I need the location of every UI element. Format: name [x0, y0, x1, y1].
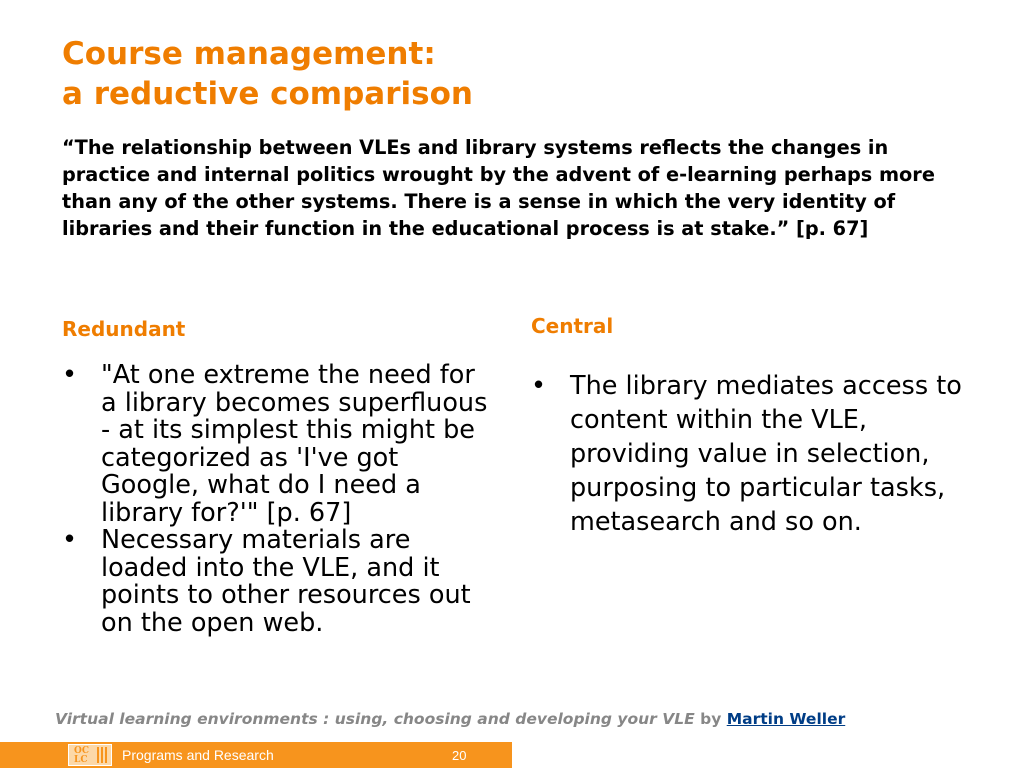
page-number: 20 [452, 748, 467, 763]
list-item [531, 369, 971, 539]
list-item [62, 527, 492, 637]
list-item [62, 362, 492, 527]
footer-label: Programs and Research [122, 747, 274, 763]
slide-title [62, 34, 473, 114]
list-item-text: The library mediates access to content within the VLE, providing value in selection, purposing to particular tasks, metasearch and so on. [570, 371, 962, 537]
oclc-logo-icon: OC LC [68, 744, 112, 766]
book-title: Virtual learning environments : using, choosing and developing your VLE [55, 710, 695, 728]
citation [55, 709, 845, 729]
redundant-list [62, 362, 492, 637]
list-item-text: Necessary materials are loaded into the VLE, and it points to other resources out on the open web. [101, 525, 471, 638]
bullet-icon: • [62, 360, 78, 390]
bullet-icon: • [62, 525, 78, 555]
citation-by: by [700, 710, 722, 728]
footer-bar [0, 742, 512, 768]
central-list [531, 369, 971, 539]
central-heading: Central [531, 314, 614, 338]
redundant-heading: Redundant [62, 317, 186, 341]
author-link[interactable]: Martin Weller [726, 710, 846, 728]
quote-text: “The relationship between VLEs and library systems reflects the changes in practice and internal politics wrought by the advent of e-learning perhaps more than any of the other systems. There is a sense in which the very identity of libraries and their function in the educational process is at stake.” [p. 67] [62, 136, 935, 240]
title-line-2: a reductive comparison [62, 76, 473, 112]
list-item-text: "At one extreme the need for a library becomes superfluous - at its simplest this might be categorized as 'I've got Google, what do I need a library for?'" [p. 67] [101, 360, 488, 528]
bullet-icon: • [531, 371, 547, 401]
title-line-1: Course management: [62, 36, 436, 72]
